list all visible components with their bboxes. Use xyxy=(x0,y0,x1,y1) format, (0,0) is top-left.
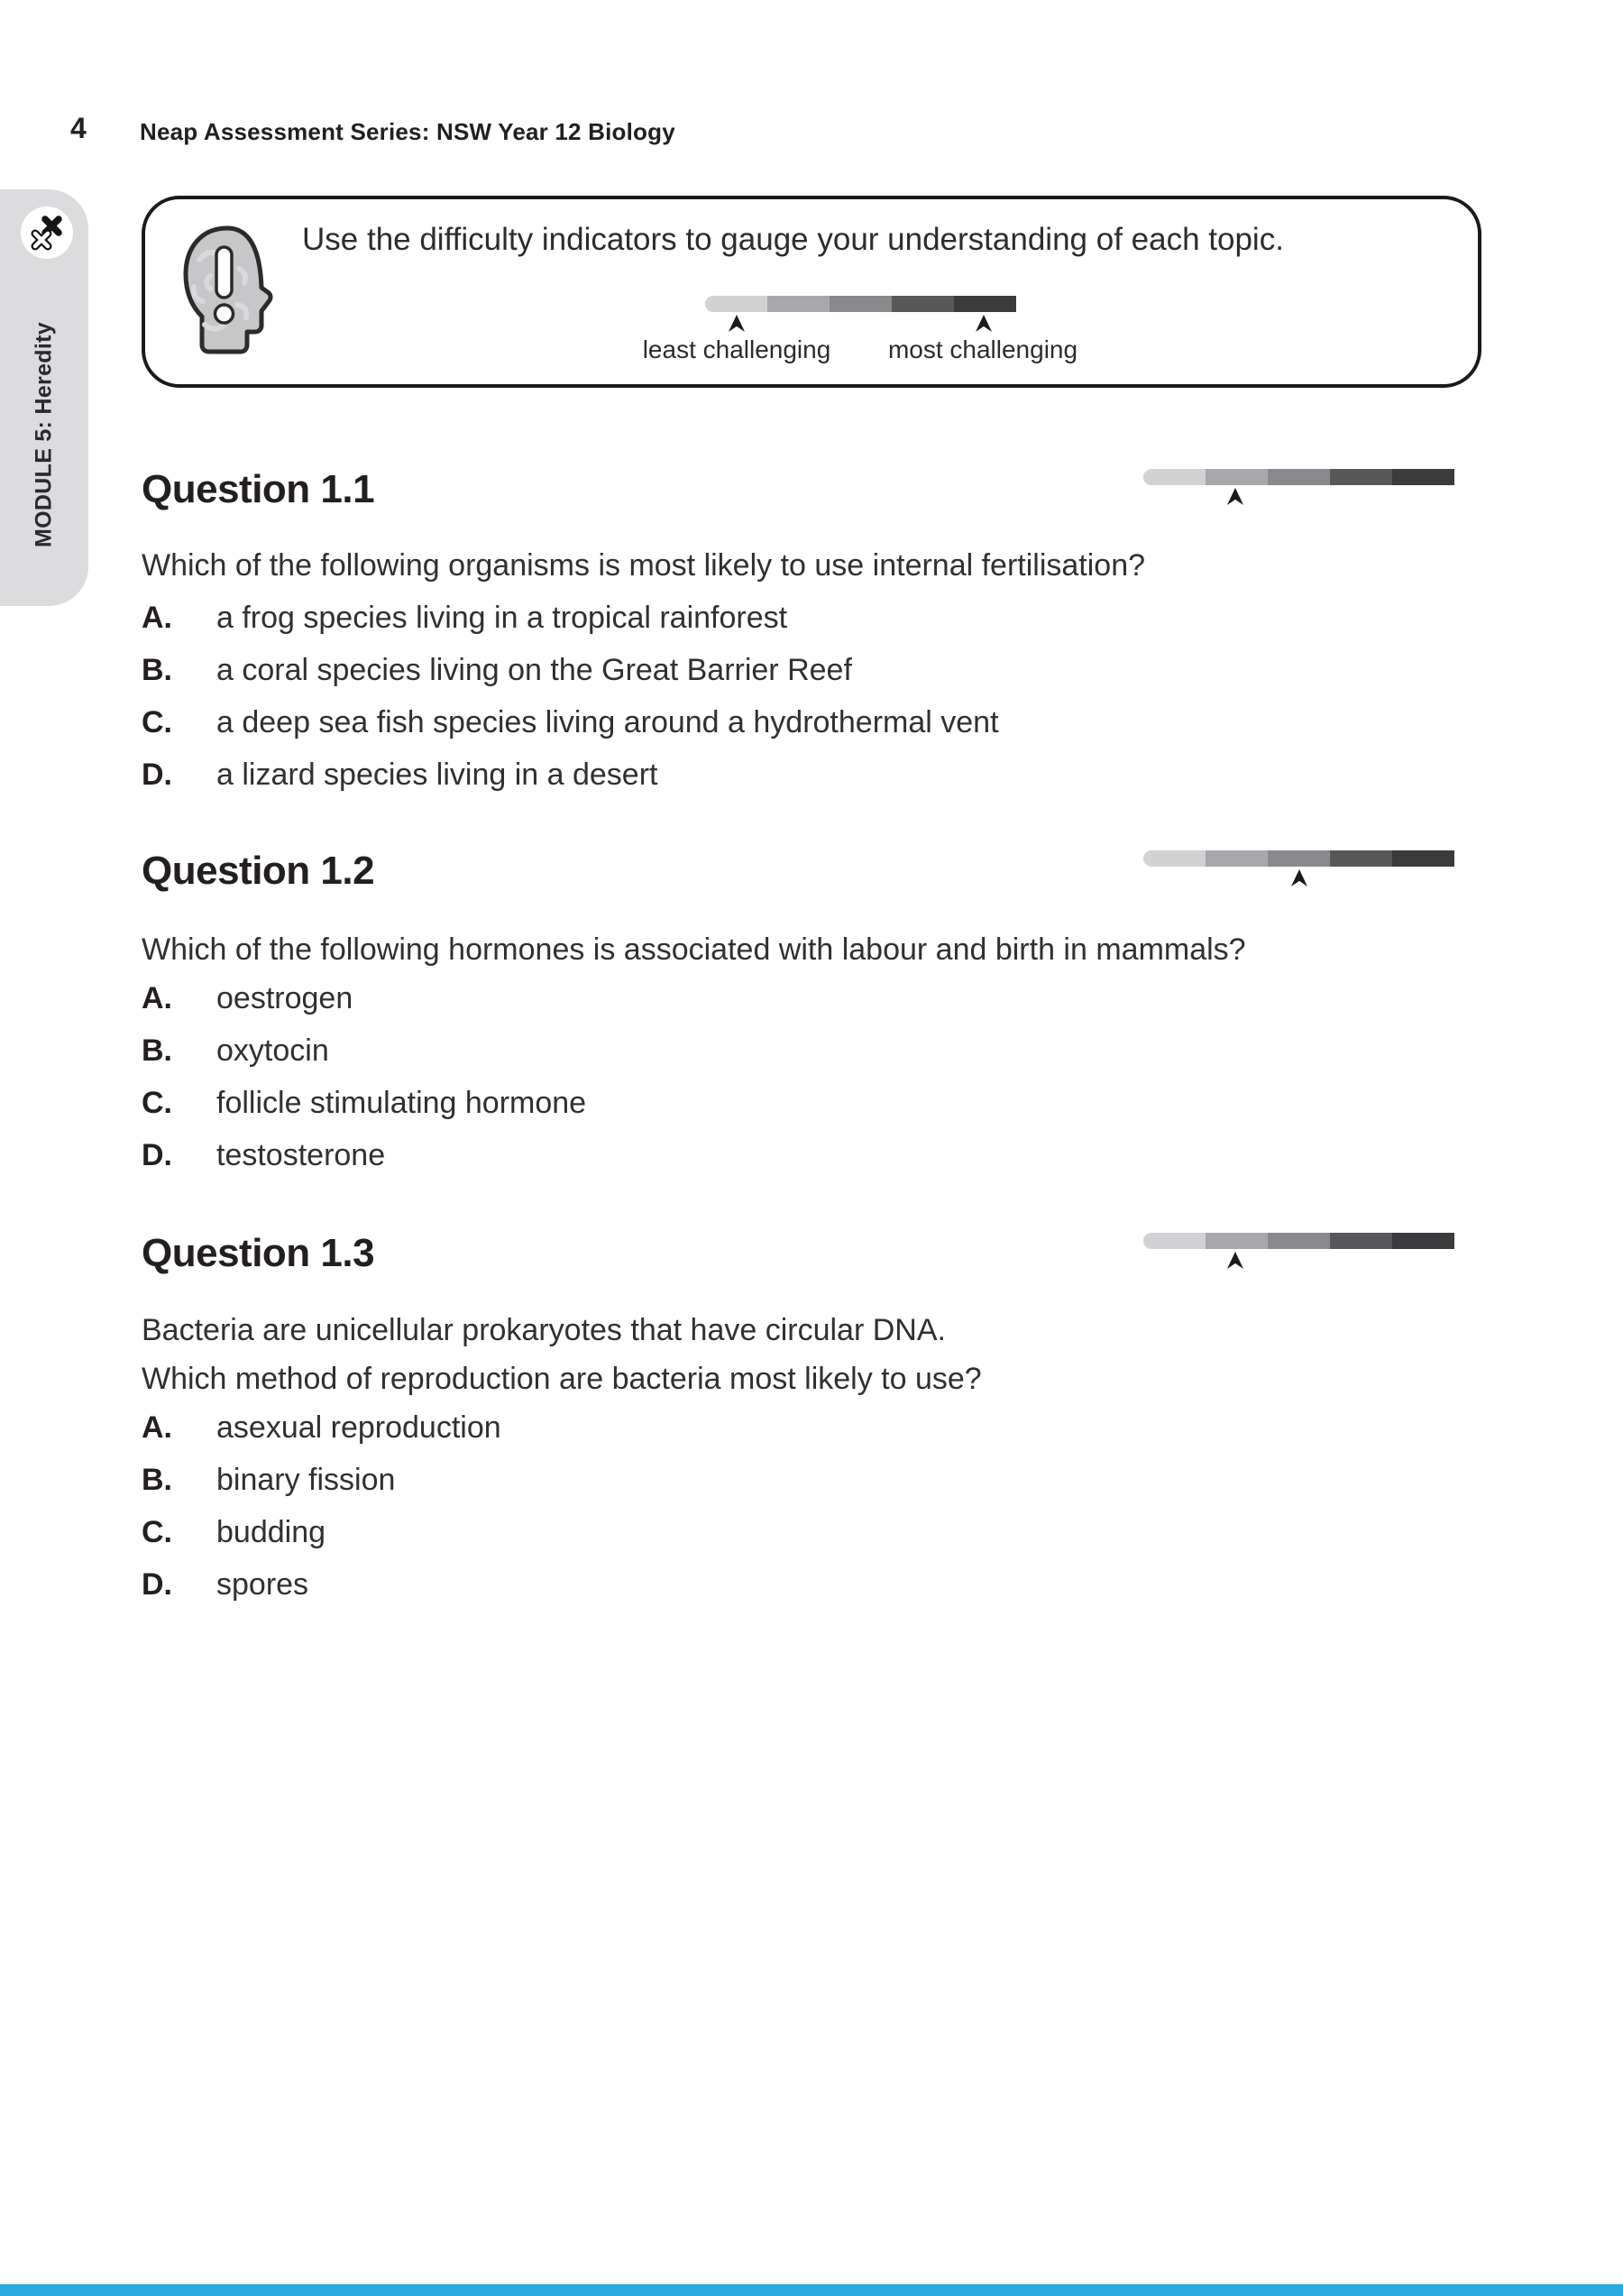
question-1-2-difficulty-bar xyxy=(1143,850,1454,867)
question-1-1-prompt: Which of the following organisms is most likely to use internal fertilisation? xyxy=(142,548,1146,583)
option-letter: B. xyxy=(142,1463,172,1497)
difficulty-segment xyxy=(1143,850,1206,867)
module-icon-circle xyxy=(21,207,73,259)
option-letter: D. xyxy=(142,1567,172,1602)
option-letter: D. xyxy=(142,1138,172,1172)
option-letter: B. xyxy=(142,1033,172,1068)
difficulty-segment xyxy=(892,296,954,312)
question-1-3-prompt-line-1: Bacteria are unicellular prokaryotes that have circular DNA. xyxy=(142,1313,946,1347)
option-text: a deep sea fish species living around a hydrothermal vent xyxy=(216,705,999,739)
difficulty-segment xyxy=(1392,850,1454,867)
option-letter: A. xyxy=(142,601,172,635)
legend-arrow-most-icon xyxy=(975,315,993,332)
option-text: a coral species living on the Great Barrier Reef xyxy=(216,653,852,687)
header-title: Neap Assessment Series: NSW Year 12 Biology xyxy=(140,118,675,145)
difficulty-segment xyxy=(954,296,1016,312)
difficulty-arrow-icon xyxy=(1226,1252,1244,1269)
question-1-3-heading: Question 1.3 xyxy=(142,1231,375,1275)
question-1-2-heading: Question 1.2 xyxy=(142,849,375,893)
difficulty-segment xyxy=(1206,1233,1268,1249)
difficulty-segment xyxy=(1143,1233,1206,1249)
info-box-text: Use the difficulty indicators to gauge your understanding of each topic. xyxy=(302,222,1284,257)
option-text: a lizard species living in a desert xyxy=(216,758,658,792)
question-1-2-prompt: Which of the following hormones is associated with labour and birth in mammals? xyxy=(142,932,1246,967)
page-number: 4 xyxy=(70,112,87,144)
difficulty-scale-legend xyxy=(705,296,1016,312)
difficulty-segment xyxy=(1330,850,1392,867)
question-1-3-prompt-line-2: Which method of reproduction are bacteria most likely to use? xyxy=(142,1362,982,1396)
option-letter: C. xyxy=(142,1515,172,1549)
question-1-1-difficulty-bar xyxy=(1143,469,1454,485)
option-letter: C. xyxy=(142,705,172,739)
difficulty-segment xyxy=(1330,469,1392,485)
option-letter: C. xyxy=(142,1086,172,1120)
option-text: oxytocin xyxy=(216,1033,329,1068)
option-letter: A. xyxy=(142,1410,172,1445)
difficulty-segment xyxy=(1206,469,1268,485)
option-text: asexual reproduction xyxy=(216,1410,501,1445)
difficulty-segment xyxy=(767,296,830,312)
chromosome-icon xyxy=(29,215,65,251)
difficulty-segment xyxy=(1268,850,1330,867)
option-letter: A. xyxy=(142,981,172,1015)
difficulty-segment xyxy=(1268,469,1330,485)
footer-accent-bar xyxy=(0,2284,1623,2296)
legend-label-least: least challenging xyxy=(642,335,831,363)
difficulty-segment xyxy=(1392,469,1454,485)
difficulty-segment xyxy=(1143,469,1206,485)
option-letter: B. xyxy=(142,653,172,687)
option-text: follicle stimulating hormone xyxy=(216,1086,587,1120)
legend-label-most: most challenging xyxy=(887,335,1078,363)
option-text: binary fission xyxy=(216,1463,396,1497)
legend-arrow-least-icon xyxy=(728,315,746,332)
difficulty-segment xyxy=(1392,1233,1454,1249)
option-text: budding xyxy=(216,1515,326,1549)
difficulty-segment xyxy=(830,296,892,312)
difficulty-segment xyxy=(705,296,767,312)
difficulty-arrow-icon xyxy=(1290,869,1308,886)
option-text: spores xyxy=(216,1567,309,1602)
question-1-3-difficulty-bar xyxy=(1143,1233,1454,1249)
option-text: testosterone xyxy=(216,1138,386,1172)
difficulty-segment xyxy=(1206,850,1268,867)
question-1-1-heading: Question 1.1 xyxy=(142,467,375,511)
difficulty-arrow-icon xyxy=(1226,488,1244,505)
difficulty-segment xyxy=(1268,1233,1330,1249)
option-text: oestrogen xyxy=(216,981,353,1015)
difficulty-segment xyxy=(1330,1233,1392,1249)
module-label: MODULE 5: Heredity xyxy=(31,322,57,547)
option-text: a frog species living in a tropical rainforest xyxy=(216,601,788,635)
head-exclamation-icon xyxy=(174,224,280,359)
option-letter: D. xyxy=(142,758,172,792)
